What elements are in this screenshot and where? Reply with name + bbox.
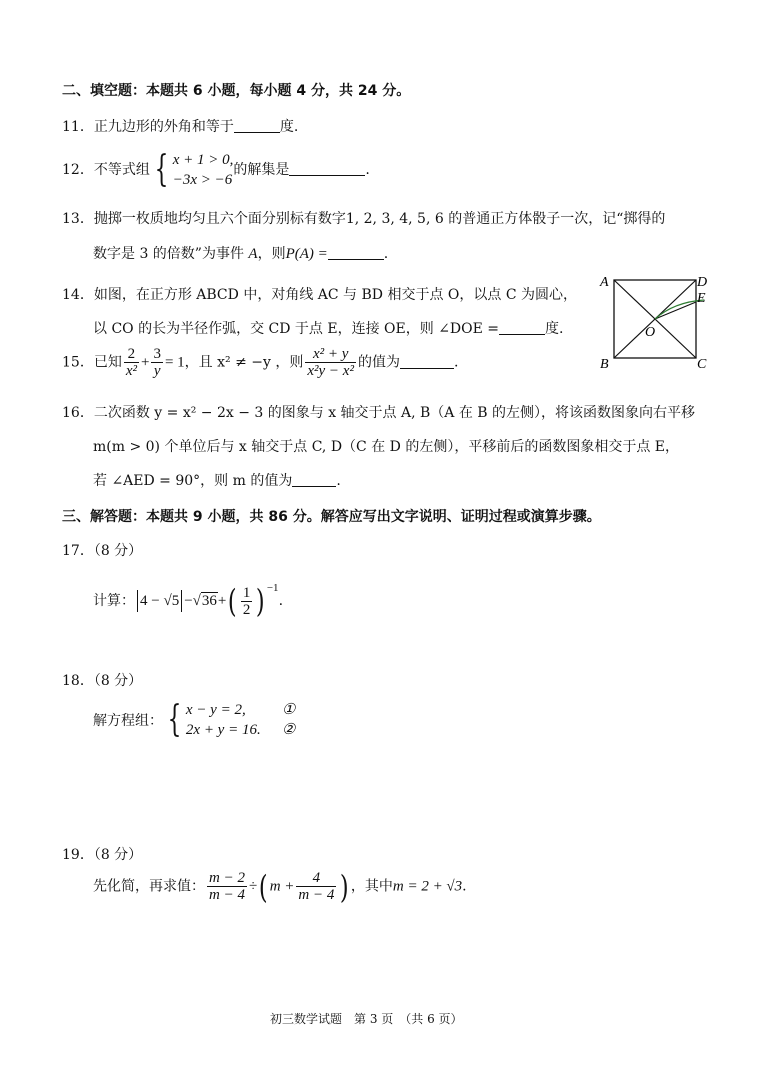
q13-prob: P(A) = <box>285 246 328 262</box>
q19-f2-den: m − 4 <box>298 887 335 903</box>
q13-line2b: ，则 <box>257 246 286 262</box>
q11-tail: 度. <box>279 119 299 135</box>
q14-number: 14． <box>62 287 94 303</box>
q12-prefix: 不等式组 <box>93 162 150 178</box>
q19-value: m = 2 + √3 <box>392 878 463 895</box>
q18-eq2: 2x + y = 16. <box>185 722 261 738</box>
q15-end: . <box>453 354 459 371</box>
question-12 <box>62 150 370 190</box>
q13-number: 13． <box>62 211 94 227</box>
q17-half <box>241 585 253 618</box>
label-a: A <box>600 275 609 290</box>
q15-f2-den: y <box>153 363 161 379</box>
q17-plus: + <box>217 593 227 609</box>
q13-end: . <box>383 246 389 262</box>
q15-prefix: 已知 <box>93 354 122 371</box>
q16-line3a: 若 ∠AED = 90°，则 m 的值为 <box>93 473 293 489</box>
question-19-number: 19．（8 分） <box>62 847 143 863</box>
q15-f1-num: 2 <box>124 346 139 363</box>
question-11 <box>62 116 298 136</box>
q15-fraction-3 <box>305 346 356 379</box>
q15-mid: ，且 x² ≠ −y ，则 <box>184 354 304 371</box>
question-16-line-3 <box>93 470 341 490</box>
question-15 <box>62 346 458 379</box>
q15-answer-blank <box>400 354 454 369</box>
q17-exponent: −1 <box>266 582 279 594</box>
paren-right: ) <box>340 867 349 906</box>
section-2-heading: 二、填空题：本题共 6 小题，每小题 4 分，共 24 分。 <box>62 83 411 99</box>
q18-brace: { <box>167 699 182 740</box>
q18-prefix: 解方程组： <box>93 713 163 729</box>
question-17-body: 计算： 4 − √5 −√36+( $\frac{1}{2}$ ) $^{-1}$. <box>93 582 284 620</box>
question-18-body <box>93 700 295 740</box>
q16-number: 16． <box>62 405 94 421</box>
q17-minus: − <box>184 593 193 609</box>
q15-fraction-1 <box>124 346 139 379</box>
q19-f1-den: m − 4 <box>209 887 245 903</box>
question-14-line-2 <box>93 318 563 338</box>
segment-oe <box>655 302 696 319</box>
q17-sqrt36: 36 <box>201 593 217 609</box>
square-diagram <box>596 272 716 370</box>
q17-half-num: 1 <box>242 584 251 601</box>
q17-half-den: 2 <box>242 601 251 618</box>
q19-div: ÷ <box>248 878 258 895</box>
q15-f3-den: x²y − x² <box>307 363 354 379</box>
question-13-line-1 <box>62 208 665 228</box>
q19-end: . <box>462 878 467 895</box>
abs-bar-left <box>137 590 138 612</box>
section-3-heading: 三、解答题：本题共 9 小题，共 86 分。解答应写出文字说明、证明过程或演算步骤。 <box>62 509 601 525</box>
q15-f1-den: x² <box>125 363 137 379</box>
q18-system <box>186 700 295 740</box>
q19-m: m + <box>269 878 295 895</box>
q17-abs-inner: 4 − √5 <box>140 593 180 609</box>
q14-line1: 如图，在正方形 ABCD 中，对角线 AC 与 BD 相交于点 O，以点 C 为圆心， <box>93 287 577 303</box>
question-19-body <box>93 867 467 906</box>
question-16-line-1 <box>62 402 695 422</box>
label-o: O <box>645 325 656 340</box>
label-c: C <box>697 357 707 370</box>
question-13-line-2 <box>93 243 388 263</box>
abs-bar-right <box>181 590 182 612</box>
q19-suffix: ，其中 <box>350 878 393 895</box>
q15-eq: = 1 <box>164 354 185 371</box>
q11-text: 正九边形的外角和等于 <box>93 119 234 135</box>
q12-answer-blank <box>289 161 365 176</box>
q12-eq1: x + 1 > 0, <box>172 152 234 168</box>
q13-event: A <box>248 246 258 262</box>
q15-plus: + <box>140 354 150 371</box>
paren-left: ( <box>228 582 237 620</box>
q17-prefix: 计算： <box>93 593 135 609</box>
q18-mark-2: ② <box>281 722 296 738</box>
q19-fraction-1 <box>207 870 247 903</box>
q15-f3-num: x² + y <box>305 346 356 363</box>
q16-end: . <box>336 473 341 489</box>
q13-line2a: 数字是 3 的倍数”为事件 <box>93 246 244 262</box>
paren-right: ) <box>256 582 265 620</box>
page-footer: 初三数学试题 第 3 页 （共 6 页） <box>270 1012 463 1026</box>
q14-line2a: 以 CO 的长为半径作弧，交 CD 于点 E，连接 OE，则 ∠DOE = <box>93 321 500 337</box>
q16-answer-blank <box>292 472 336 487</box>
label-b: B <box>600 357 609 370</box>
q14-answer-blank <box>499 320 545 335</box>
label-e: E <box>697 291 706 306</box>
q15-f2-num: 3 <box>153 346 161 362</box>
q19-f1-num: m − 2 <box>209 870 245 886</box>
q13-line1: 抛掷一枚质地均匀且六个面分别标有数字1, 2, 3, 4, 5, 6 的普通正方体骰子一次，记“掷得的 <box>93 211 666 227</box>
paren-left: ( <box>259 867 268 906</box>
q18-eq1: x − y = 2, <box>185 702 246 718</box>
q12-end: . <box>365 162 370 178</box>
question-14-line-1 <box>62 284 577 304</box>
q12-eq2: −3x > −6 <box>172 172 233 188</box>
q14-line2b: 度. <box>545 321 564 337</box>
question-18-number: 18．（8 分） <box>62 673 143 689</box>
q15-number: 15． <box>62 354 94 371</box>
label-d: D <box>697 275 708 290</box>
question-17-number: 17．（8 分） <box>62 543 143 559</box>
q16-line1: 二次函数 y = x² − 2x − 3 的图象与 x 轴交于点 A, B（A 在 B 的左侧），将该函数图象向右平移 <box>93 405 696 421</box>
q19-f2-num: 4 <box>296 870 336 887</box>
q12-suffix: 的解集是 <box>233 162 290 178</box>
q15-fraction-2 <box>151 346 163 379</box>
q17-end: . <box>278 593 284 609</box>
q15-suffix: 的值为 <box>357 354 400 371</box>
q12-number: 12． <box>62 162 94 178</box>
q11-number: 11． <box>62 119 94 135</box>
q12-system <box>173 150 234 190</box>
q18-mark-1: ① <box>281 702 296 718</box>
question-16-line-2: m(m > 0) 个单位后与 x 轴交于点 C, D（C 在 D 的左侧），平移前后的函数图象相交于点 E， <box>93 439 680 455</box>
q11-answer-blank <box>234 118 280 133</box>
q19-fraction-2 <box>296 870 336 903</box>
q19-prefix: 先化简，再求值： <box>93 878 205 895</box>
q12-brace: { <box>154 149 169 190</box>
q13-answer-blank <box>328 245 384 260</box>
